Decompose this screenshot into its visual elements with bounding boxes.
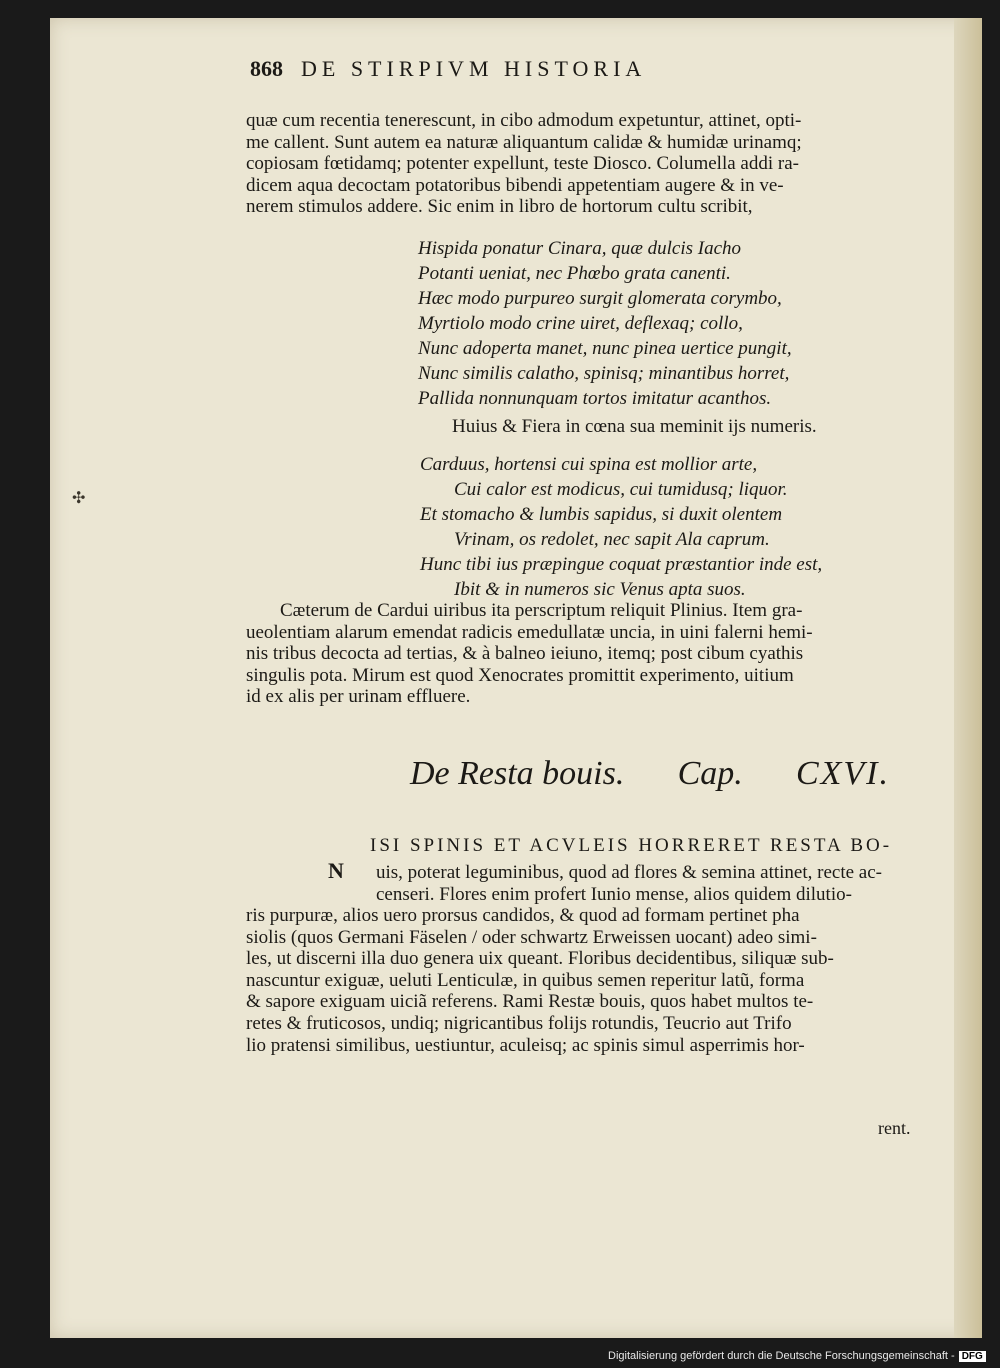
- verse-line: Vrinam, os redolet, nec sapit Ala caprum.: [454, 529, 770, 550]
- catchword: rent.: [878, 1118, 911, 1138]
- text-line: quæ cum recentia tenerescunt, in cibo admodum expetuntur, attinet, opti-: [246, 110, 802, 131]
- verse-line: Potanti ueniat, nec Phœbo grata canenti.: [418, 263, 731, 284]
- text-line: ris purpuræ, alios uero prorsus candidos, & quod ad formam pertinet pha: [246, 905, 800, 926]
- text-line: id ex alis per urinam effluere.: [246, 686, 471, 708]
- text-line: les, ut discerni illa duo genera uix queant. Floribus decidentibus, siliquæ sub-: [246, 948, 834, 970]
- fiera-intro: [452, 416, 912, 438]
- verse-line: Cui calor est modicus, cui tumidusq; liquor.: [454, 479, 788, 500]
- verse-line: Carduus, hortensi cui spina est mollior arte,: [420, 454, 758, 475]
- text-line: Cæterum de Cardui uiribus ita perscriptum reliquit Plinius. Item gra-: [280, 600, 803, 621]
- digitization-footer: [608, 1350, 986, 1362]
- folio-number: 868: [250, 56, 283, 81]
- text-line: me callent. Sunt autem ea naturæ aliquantum calidæ & humidæ urinamq;: [246, 131, 802, 153]
- text-line: Huius & Fiera in cœna sua meminit ijs numeris.: [452, 416, 817, 437]
- text-line: retes & fruticosos, undiq; nigricantibus folijs rotundis, Teucrio aut Trifo: [246, 1012, 792, 1034]
- text-line: singulis pota. Mirum est quod Xenocrates promittit experimento, uitium: [246, 664, 794, 686]
- text-line: censeri. Flores enim profert Iunio mense, alios quidem dilutio-: [376, 883, 852, 905]
- verse-line: Et stomacho & lumbis sapidus, si duxit olentem: [420, 504, 783, 525]
- chapter-first-line: ISI SPINIS ET ACVLEIS HORRERET RESTA BO-: [370, 835, 893, 856]
- text-line: lio pratensi similibus, uestiuntur, aculeisq; ac spinis simul asperrimis hor-: [246, 1034, 805, 1056]
- verse-columella: [418, 236, 792, 411]
- chapter-title: De Resta bouis.: [410, 755, 625, 792]
- verse-line: Nunc adoperta manet, nunc pinea uertice pungit,: [418, 338, 792, 359]
- text-line: uis, poterat leguminibus, quod ad flores & semina attinet, recte ac-: [376, 862, 882, 883]
- footer-text: Digitalisierung gefördert durch die Deutsche Forschungsgemeinschaft -: [608, 1350, 955, 1362]
- prose-top: [246, 110, 962, 218]
- text-line: & sapore exiguam uiciã referens. Rami Restæ bouis, quos habet multos te-: [246, 991, 814, 1013]
- initial-letter: N: [328, 858, 344, 883]
- dfg-logo: DFG: [959, 1351, 986, 1362]
- running-title: DE STIRPIVM HISTORIA: [301, 56, 647, 81]
- text-line: ueolentiam alarum emendat radicis emedullatæ uncia, in uini falerni hemi-: [246, 621, 813, 643]
- text-line: nerem stimulos addere. Sic enim in libro de hortorum cultu scribit,: [246, 196, 753, 218]
- chapter-text: [246, 905, 962, 1056]
- verse-line: Hæc modo purpureo surgit glomerata corymbo,: [418, 288, 782, 309]
- verse-line: Ibit & in numeros sic Venus apta suos.: [454, 579, 746, 600]
- text-line: nascuntur exiguæ, ueluti Lenticulæ, in quibus semen reperitur latũ, forma: [246, 969, 805, 991]
- chapter-number: CXVI.: [795, 755, 890, 792]
- verse-line: Nunc similis calatho, spinisq; minantibus horret,: [418, 363, 790, 384]
- verse-fiera: [420, 452, 822, 602]
- chapter-cap: Cap.: [677, 755, 743, 792]
- verse-line: Myrtiolo modo crine uiret, deflexaq; collo,: [418, 313, 743, 334]
- margin-mark: ✣: [72, 490, 86, 507]
- text-line: copiosam fœtidamq; potenter expellunt, teste Diosco. Columella addi ra-: [246, 153, 799, 175]
- prose-mid: [246, 600, 962, 708]
- text-line: dicem aqua decoctam potatoribus bibendi appetentiam augere & in ve-: [246, 174, 784, 196]
- text-line: siolis (quos Germani Fäselen / oder schwartz Erweissen uocant) adeo simi-: [246, 926, 817, 948]
- text-line: nis tribus decocta ad tertias, & à balneo ieiuno, itemq; post cibum cyathis: [246, 643, 804, 665]
- verse-line: Pallida nonnunquam tortos imitatur acanthos.: [418, 388, 772, 409]
- chapter-text-indented: [376, 862, 966, 905]
- verse-line: Hunc tibi ius præpingue coquat præstantior inde est,: [420, 554, 823, 575]
- running-header: [250, 56, 646, 82]
- verse-line: Hispida ponatur Cinara, quæ dulcis Iacho: [418, 238, 742, 259]
- chapter-heading: [410, 755, 890, 793]
